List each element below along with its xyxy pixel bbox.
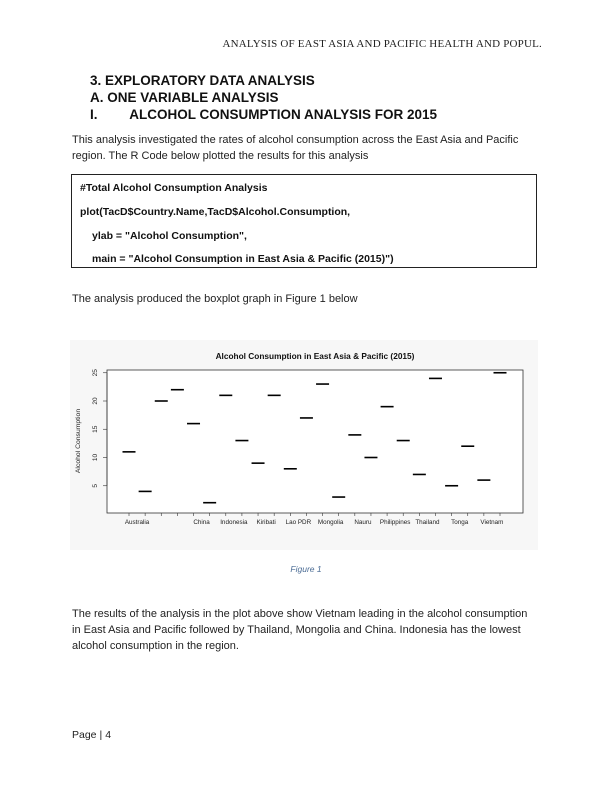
x-tick-label: Thailand bbox=[415, 519, 440, 526]
y-tick-label: 25 bbox=[92, 369, 99, 377]
conclusion-line-3: alcohol consumption in the region. bbox=[72, 640, 239, 652]
heading-level-1 bbox=[90, 72, 437, 89]
x-tick-label: China bbox=[193, 519, 210, 526]
x-tick-label: Indonesia bbox=[220, 519, 248, 526]
x-tick-label: Kiribati bbox=[256, 519, 276, 526]
heading-1-number: 3. bbox=[90, 73, 102, 88]
intro-line-2: region. The R Code below plotted the results for this analysis bbox=[72, 150, 369, 162]
page-separator: | bbox=[99, 729, 103, 741]
heading-3-number: I. bbox=[90, 107, 98, 122]
heading-level-2 bbox=[90, 89, 437, 106]
code-line-4: main = "Alcohol Consumption in East Asia & Pacific (2015)") bbox=[92, 253, 394, 265]
x-tick-label: Mongolia bbox=[317, 519, 344, 526]
code-line-3: ylab = "Alcohol Consumption", bbox=[92, 230, 247, 242]
y-tick-label: 20 bbox=[92, 397, 99, 405]
intro-line-1: This analysis investigated the rates of alcohol consumption across the East Asia and Pacific bbox=[72, 134, 519, 146]
lead-in-paragraph: The analysis produced the boxplot graph in Figure 1 below bbox=[72, 293, 358, 305]
y-axis-label: Alcohol Consumption bbox=[75, 408, 82, 474]
y-tick-label: 15 bbox=[92, 425, 99, 433]
x-tick-label: Lao PDR bbox=[285, 519, 312, 526]
running-head: ANALYSIS OF EAST ASIA AND PACIFIC HEALTH AND POPUL. bbox=[222, 38, 542, 50]
section-headings bbox=[90, 72, 437, 123]
intro-paragraph bbox=[72, 132, 542, 164]
heading-3-text: ALCOHOL CONSUMPTION ANALYSIS FOR 2015 bbox=[129, 107, 438, 122]
x-tick-label: Vietnam bbox=[480, 519, 504, 526]
conclusion-line-1: The results of the analysis in the plot above show Vietnam leading in the alcohol consumption bbox=[72, 608, 528, 620]
x-tick-label: Tonga bbox=[451, 519, 469, 526]
code-line-1: #Total Alcohol Consumption Analysis bbox=[80, 182, 268, 194]
page-number: 4 bbox=[105, 729, 112, 741]
figure-caption: Figure 1 bbox=[290, 564, 322, 574]
heading-level-3 bbox=[90, 106, 437, 123]
plot-area bbox=[107, 370, 523, 513]
y-tick-label: 10 bbox=[92, 453, 99, 462]
conclusion-line-2: in East Asia and Pacific followed by Thailand, Mongolia and China. Indonesia has the lowest bbox=[72, 624, 521, 636]
code-line-2: plot(TacD$Country.Name,TacD$Alcohol.Consumption, bbox=[80, 206, 351, 218]
page-footer bbox=[72, 729, 111, 741]
y-tick-label: 5 bbox=[92, 483, 99, 488]
heading-2-number: A. bbox=[90, 90, 104, 105]
x-tick-label: Philippines bbox=[379, 519, 411, 526]
conclusion-paragraph bbox=[72, 606, 542, 654]
chart-title: Alcohol Consumption in East Asia & Pacific (2015) bbox=[215, 351, 415, 361]
heading-2-text: ONE VARIABLE ANALYSIS bbox=[107, 90, 279, 105]
heading-1-text: EXPLORATORY DATA ANALYSIS bbox=[105, 73, 315, 88]
page-label: Page bbox=[72, 729, 97, 741]
alcohol-consumption-chart bbox=[70, 340, 538, 550]
x-tick-label: Nauru bbox=[354, 519, 372, 526]
code-block bbox=[71, 174, 537, 268]
x-tick-label: Australia bbox=[124, 519, 150, 526]
